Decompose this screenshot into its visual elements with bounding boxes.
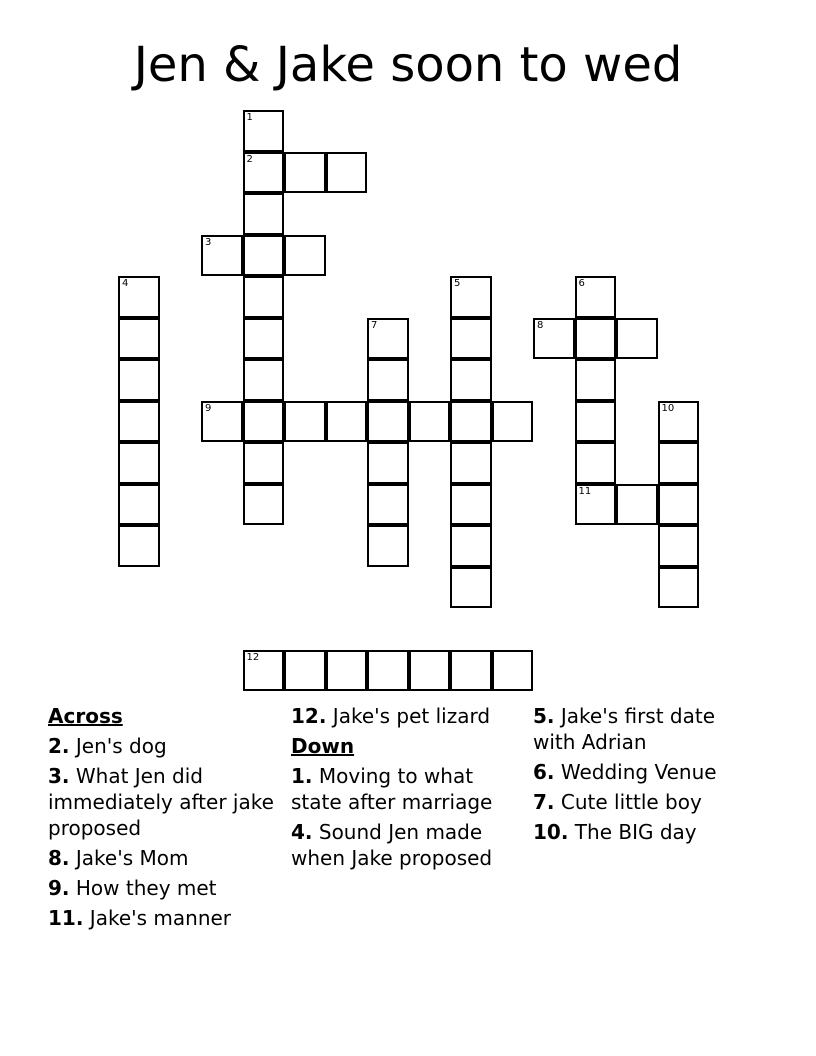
grid-cell[interactable] [201,235,243,277]
grid-cell[interactable] [367,401,409,443]
clue-number: 3 [205,236,212,248]
grid-cell[interactable] [118,276,160,318]
across-header: Across [48,704,123,728]
grid-cell[interactable] [243,359,285,401]
grid-cell[interactable] [243,110,285,152]
clue-number: 9 [205,402,212,414]
grid-cell[interactable] [243,484,285,526]
grid-cell[interactable] [409,401,451,443]
clue-number: 1 [246,112,253,123]
grid-cell[interactable] [367,318,409,360]
grid-cell[interactable] [658,484,700,526]
grid-cell[interactable] [118,359,160,401]
clue-number: 10 [661,402,675,414]
clues-column-1 [48,703,288,935]
grid-cell[interactable] [450,484,492,526]
grid-cell[interactable] [284,650,326,692]
clue-number: 2 [246,153,253,165]
clue-number: 5 [454,278,461,289]
grid-cell[interactable] [326,152,368,194]
clue-down-1: 1. Moving to what state after marriage [291,764,493,814]
grid-cell[interactable] [492,650,534,692]
grid-cell[interactable] [575,318,617,360]
grid-cell[interactable] [326,650,368,692]
grid-cell[interactable] [243,152,285,194]
grid-cell[interactable] [575,442,617,484]
grid-cell[interactable] [450,525,492,567]
clue-across-2: 2. Jen's dog [48,734,167,758]
grid-cell[interactable] [575,276,617,318]
grid-cell[interactable] [243,401,285,443]
clue-number: 6 [578,278,585,289]
grid-cell[interactable] [575,359,617,401]
down-header: Down [291,734,355,758]
grid-cell[interactable] [492,401,534,443]
grid-cell[interactable] [450,401,492,443]
clue-number: 7 [371,319,378,331]
grid-cell[interactable] [367,359,409,401]
clue-down-10: 10. The BIG day [533,820,697,844]
grid-cell[interactable] [201,401,243,443]
grid-cell[interactable] [243,235,285,277]
clue-down-6: 6. Wedding Venue [533,760,717,784]
grid-cell[interactable] [367,442,409,484]
grid-cell[interactable] [326,401,368,443]
clue-down-5: 5. Jake's first date with Adrian [533,704,716,754]
clues-column-3 [533,703,753,849]
grid-cell[interactable] [658,525,700,567]
clue-down-4: 4. Sound Jen made when Jake proposed [291,820,493,870]
clue-across-12: 12. Jake's pet lizard [291,704,491,728]
grid-cell[interactable] [284,152,326,194]
grid-cell[interactable] [118,525,160,567]
grid-cell[interactable] [450,276,492,318]
grid-cell[interactable] [658,442,700,484]
grid-cell[interactable] [243,650,285,692]
grid-cell[interactable] [243,276,285,318]
grid-cell[interactable] [450,442,492,484]
grid-cell[interactable] [658,567,700,609]
clue-down-7: 7. Cute little boy [533,790,702,814]
grid-cell[interactable] [243,193,285,235]
grid-cell[interactable] [367,525,409,567]
clue-number: 8 [537,319,544,331]
clues-column-2 [291,703,516,875]
grid-cell[interactable] [450,567,492,609]
clue-across-9: 9. How they met [48,876,217,900]
page-title: Jen & Jake soon to wed [133,37,683,93]
grid-cell[interactable] [367,484,409,526]
grid-cell[interactable] [243,318,285,360]
grid-cell[interactable] [243,442,285,484]
grid-cell[interactable] [533,318,575,360]
grid-cell[interactable] [118,401,160,443]
grid-cell[interactable] [575,401,617,443]
grid-cell[interactable] [575,484,617,526]
grid-cell[interactable] [409,650,451,692]
grid-cell[interactable] [616,318,658,360]
grid-cell[interactable] [118,442,160,484]
clue-number: 12 [246,651,260,663]
grid-cell[interactable] [367,650,409,692]
grid-cell[interactable] [616,484,658,526]
grid-cell[interactable] [118,318,160,360]
grid-cell[interactable] [284,235,326,277]
grid-cell[interactable] [450,650,492,692]
clue-number: 4 [122,278,129,289]
grid-cell[interactable] [450,359,492,401]
clue-across-3: 3. What Jen did immediately after jake proposed [48,764,274,840]
clue-across-8: 8. Jake's Mom [48,846,189,870]
clue-across-11: 11. Jake's manner [48,906,232,930]
grid-cell[interactable] [284,401,326,443]
grid-cell[interactable] [118,484,160,526]
grid-cell[interactable] [450,318,492,360]
grid-cell[interactable] [658,401,700,443]
clue-number: 11 [578,485,592,497]
